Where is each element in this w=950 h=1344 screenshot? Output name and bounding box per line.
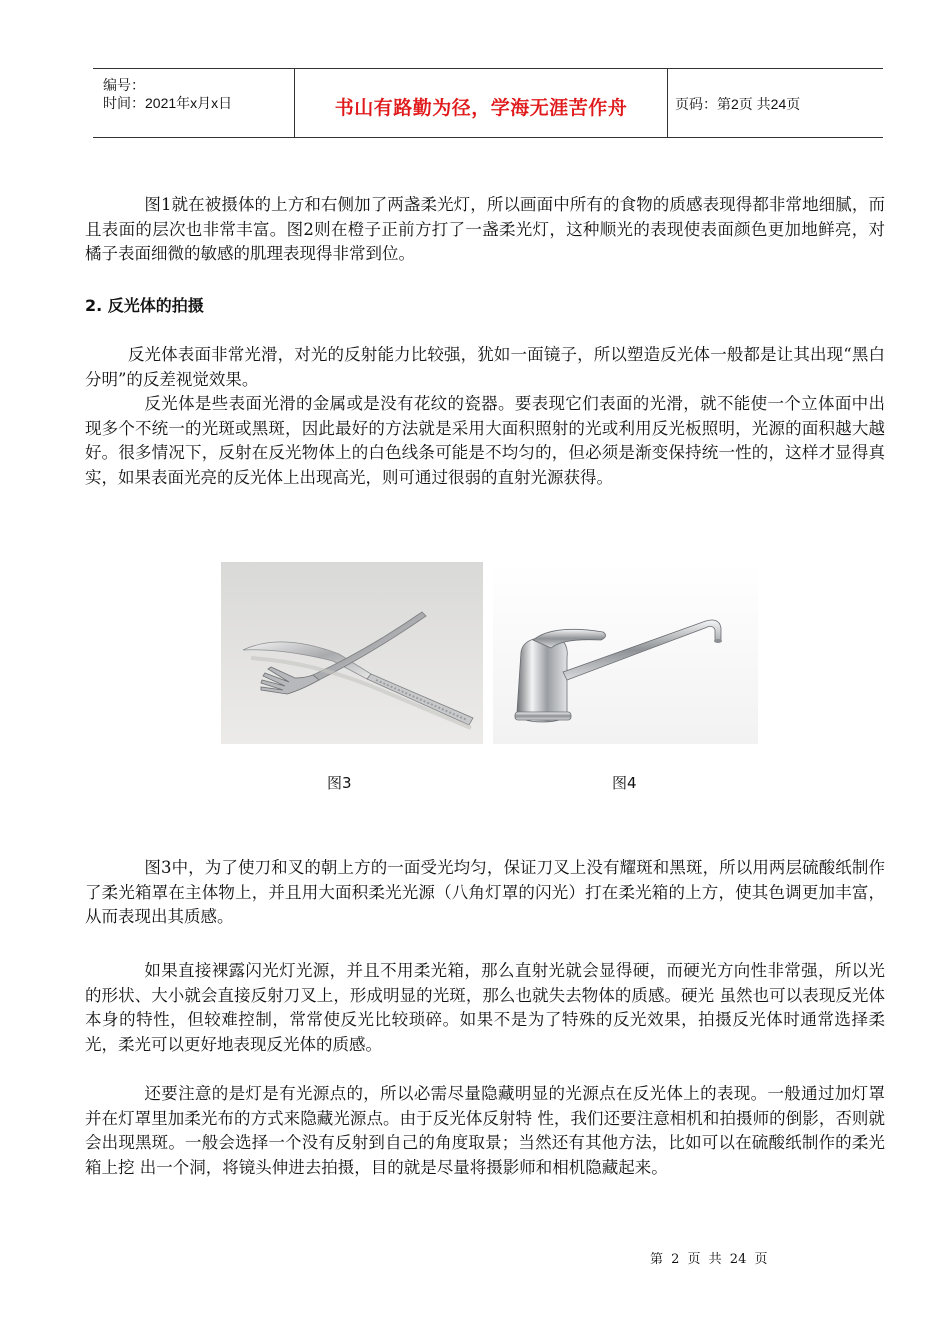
paragraph-figure3: 图3中，为了使刀和叉的朝上方的一面受光均匀，保证刀叉上没有耀斑和黑斑，所以用两层硫酸纸制作了柔光箱罩在主体物上，并且用大面积柔光光源（八角灯罩的闪光）打在柔光箱的上方，使其色调更加丰富，从而表现出其质感。 — [85, 858, 885, 926]
document-id-label: 编号： — [103, 77, 145, 93]
section-title: 2. 反光体的拍摄 — [85, 296, 204, 315]
bottom-block-3 — [85, 1082, 885, 1180]
faucet-photo-icon — [493, 562, 758, 744]
figure-3-knife-fork-image — [221, 562, 483, 744]
header-meta-cell — [93, 69, 293, 137]
paragraph-reflective-1: 反光体表面非常光滑，对光的反射能力比较强，犹如一面镜子，所以塑造反光体一般都是让其出现“黑白分明”的反差视觉效果。 — [85, 345, 885, 389]
document-time: 时间：2021年x月x日 — [103, 95, 233, 111]
bottom-block-1 — [85, 856, 885, 930]
header-motto-cell — [294, 69, 668, 137]
paragraph-hard-light: 如果直接裸露闪光灯光源，并且不用柔光箱，那么直射光就会显得硬，而硬光方向性非常强，所以光的形状、大小就会直接反射刀叉上，形成明显的光斑，那么也就失去物体的质感。硬光 虽然也可以表现反光体本身的特性，但较难控制，常常使反光比较琐碎。如果不是为了特殊的反光效果，拍摄反光体时通常选择柔光，柔光可以更好地表现反光体的质感。 — [85, 961, 885, 1054]
paragraph-light-source: 还要注意的是灯是有光源点的，所以必需尽量隐藏明显的光源点在反光体上的表现。一般通过加灯罩并在灯罩里加柔光布的方式来隐藏光源点。由于反光体反射特 性，我们还要注意相机和拍摄师的倒影，否则就会出现黑斑。一般会选择一个没有反射到自己的角度取景；当然还有其他方法，比如可以在硫酸纸制作的柔光箱上挖 出一个洞，将镜头伸进去拍摄，目的就是尽量将摄影师和相机隐藏起来。 — [85, 1084, 885, 1177]
figure-4-caption: 图4 — [612, 774, 637, 792]
page-header — [93, 68, 883, 138]
figure-3-caption: 图3 — [327, 774, 352, 792]
page-footer: 第 2 页 共 24 页 — [650, 1252, 768, 1267]
intro-block — [85, 193, 885, 267]
figure-4-faucet-image — [493, 562, 758, 744]
paragraph-intro: 图1就在被摄体的上方和右侧加了两盏柔光灯，所以画面中所有的食物的质感表现得都非常地细腻，而且表面的层次也非常丰富。图2则在橙子正前方打了一盏柔光灯，这种顺光的表现使表面颜色更加地鲜亮，对橘子表面细微的敏感的肌理表现得非常到位。 — [85, 195, 885, 263]
header-motto: 书山有路勤为径，学海无涯苦作舟 — [334, 98, 628, 119]
bottom-block-2 — [85, 959, 885, 1057]
header-page-cell — [667, 69, 883, 137]
paragraph-reflective-2: 反光体是些表面光滑的金属或是没有花纹的瓷器。要表现它们表面的光滑，就不能使一个立体面中出现多个不统一的光斑或黑斑，因此最好的方法就是采用大面积照射的光或利用反光板照明，光源的面积越大越好。很多情况下，反射在反光物体上的白色线条可能是不均匀的，但必须是渐变保持统一性的，这样才显得真实，如果表面光亮的反光体上出现高光，则可通过很弱的直射光源获得。 — [85, 394, 885, 487]
header-page-number: 页码：第2页 共24页 — [675, 96, 801, 112]
knife-fork-photo-icon — [221, 562, 483, 744]
section-body — [85, 343, 885, 490]
